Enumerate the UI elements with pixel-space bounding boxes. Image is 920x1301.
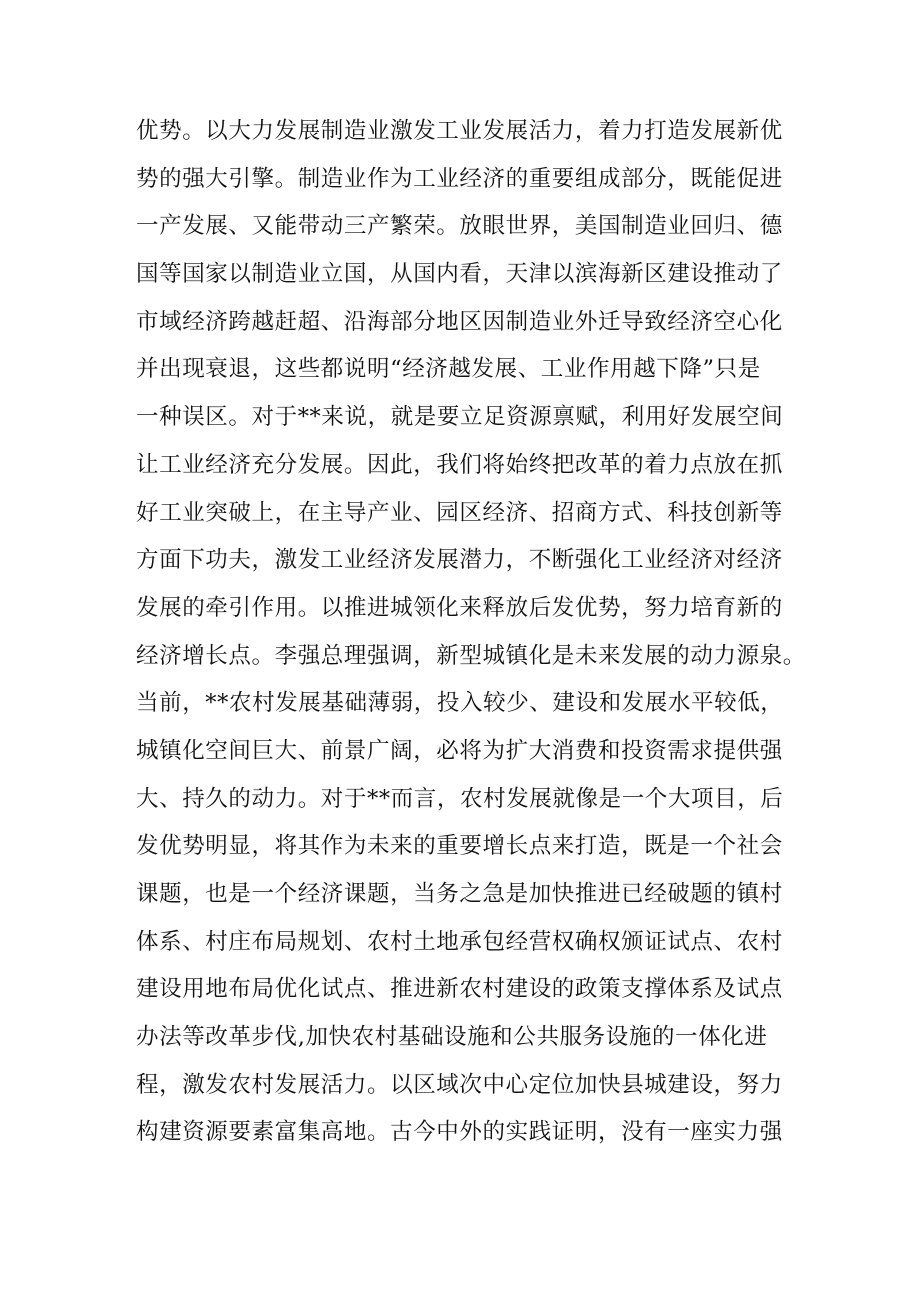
text-line: 国等国家以制造业立国，从国内看，天津以滨海新区建设推动了 — [136, 261, 783, 288]
text-line: 方面下功夫，激发工业经济发展潜力，不断强化工业经济对经济 — [136, 547, 783, 574]
text-line: 并出现衰退，这些都说明“经济越发展、工业作用越下降”只是 — [136, 356, 761, 383]
text-line: 势的强大引擎。制造业作为工业经济的重要组成部分，既能促进 — [136, 165, 783, 192]
text-line: 城镇化空间巨大、前景广阔，必将为扩大消费和投资需求提供强 — [136, 737, 783, 764]
text-line: 构建资源要素富集高地。古今中外的实践证明，没有一座实力强 — [136, 1119, 783, 1146]
text-line: 建设用地布局优化试点、推进新农村建设的政策支撑体系及试点 — [136, 976, 783, 1003]
text-line: 大、持久的动力。对于**而言，农村发展就像是一个大项目，后 — [136, 785, 784, 812]
text-line: 让工业经济充分发展。因此，我们将始终把改革的着力点放在抓 — [136, 451, 783, 478]
text-line: 体系、村庄布局规划、农村土地承包经营权确权颁证试点、农村 — [136, 928, 783, 955]
text-line: 经济增长点。李强总理强调，新型城镇化是未来发展的动力源泉。 — [136, 642, 806, 669]
text-line: 发展的牵引作用。以推进城领化来释放后发优势，努力培育新的 — [136, 594, 783, 621]
text-line: 优势。以大力发展制造业激发工业发展活力，着力打造发展新优 — [136, 118, 783, 144]
text-line: 市域经济跨越赶超、沿海部分地区因制造业外迁导致经济空心化 — [136, 308, 783, 335]
text-line: 一产发展、又能带动三产繁荣。放眼世界，美国制造业回归、德 — [136, 213, 783, 240]
text-line: 程，激发农村发展活力。以区域次中心定位加快县城建设，努力 — [136, 1071, 783, 1098]
text-line: 办法等改革步伐,加快农村基础设施和公共服务设施的一体化进 — [136, 1024, 768, 1051]
text-line: 好工业突破上，在主导产业、园区经济、招商方式、科技创新等 — [136, 499, 783, 526]
text-line: 课题，也是一个经济课题，当务之急是加快推进已经破题的镇村 — [136, 881, 783, 907]
body-text — [136, 108, 826, 1157]
text-line: 一种误区。对于**来说，就是要立足资源禀赋，利用好发展空间 — [136, 404, 784, 431]
text-line: 发优势明显，将其作为未来的重要增长点来打造，既是一个社会 — [136, 833, 783, 860]
text-line: 当前，**农村发展基础薄弱，投入较少、建设和发展水平较低， — [136, 690, 784, 717]
